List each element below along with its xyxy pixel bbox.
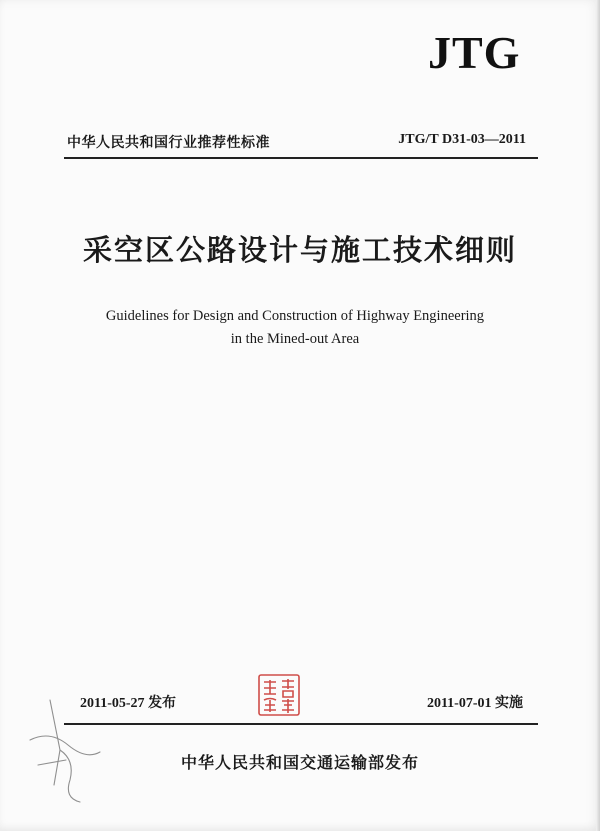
title-english-line1: Guidelines for Design and Construction of Highway Engineering xyxy=(105,308,485,324)
release-label: 发布 xyxy=(148,695,177,711)
title-english-line2: in the Mined-out Area xyxy=(230,331,360,347)
title-english xyxy=(0,305,590,351)
effective-info xyxy=(427,692,523,712)
jtg-code-logo: JTG xyxy=(428,27,521,78)
standard-number: JTG/T D31-03—2011 xyxy=(398,132,526,147)
page-edge xyxy=(596,0,600,831)
bottom-divider xyxy=(64,723,538,725)
release-date: 2011-05-27 xyxy=(80,696,145,711)
effective-date: 2011-07-01 xyxy=(426,696,492,711)
red-seal-stamp xyxy=(256,672,302,718)
publisher: 中华人民共和国交通运输部发布 xyxy=(180,753,419,772)
effective-label: 实施 xyxy=(495,695,523,711)
handwritten-signature xyxy=(20,690,110,810)
title-chinese: 采空区公路设计与施工技术细则 xyxy=(82,233,517,267)
top-divider xyxy=(64,157,538,159)
standard-category: 中华人民共和国行业推荐性标准 xyxy=(67,135,270,151)
